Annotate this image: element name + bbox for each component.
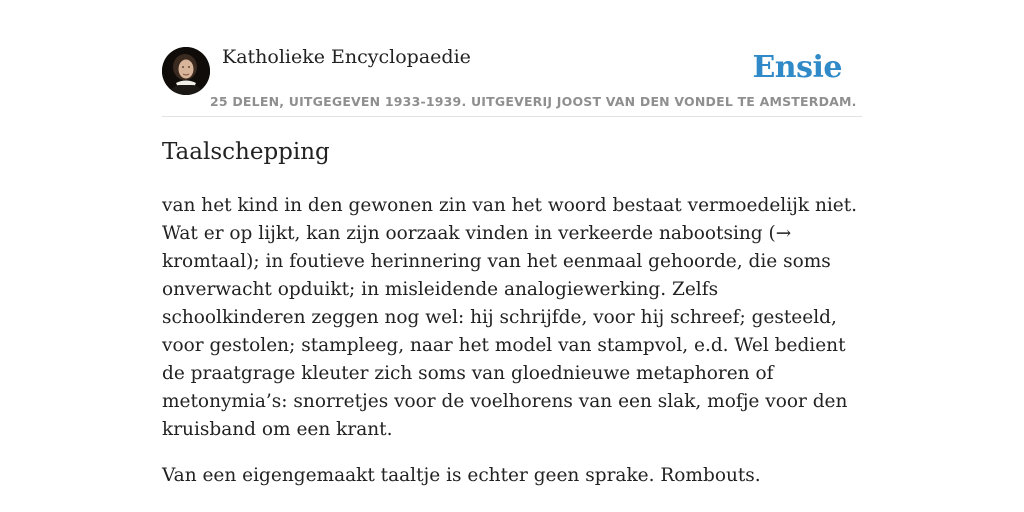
entry-paragraph xyxy=(162,192,866,444)
publication-header xyxy=(162,0,862,117)
paragraph-text: ); in foutieve herinnering van het eenmaal gehoorde, die soms onverwacht opduikt; in misleidende analogiewerking. Zelfs schoolkinderen zeggen nog wel: hij schrijfde, voor hij schreef; gesteeld, voor gestolen; stampleeg, naar het model van stampvol, e.d. Wel bedient de praatgrage kleuter zich soms van gloednieuwe metaphoren of metonymia’s: snorretjes voor de voelhorens van een slak, mofje voor den kruisband om een krant. xyxy=(162,251,848,440)
cross-reference-link-kromtaal[interactable]: → kromtaal xyxy=(162,223,792,272)
entry-body xyxy=(162,192,866,508)
paragraph-text: van het kind in den gewonen zin van het woord bestaat vermoedelijk niet. Wat er op lijkt, kan zijn oorzaak vinden in verkeerde nabootsing ( xyxy=(162,195,858,244)
entry-paragraph: Van een eigengemaakt taaltje is echter geen sprake. Rombouts. xyxy=(162,465,761,486)
portrait-icon[interactable] xyxy=(162,47,210,95)
publication-meta: 25 DELEN, UITGEGEVEN 1933-1939. UITGEVERIJ JOOST VAN DEN VONDEL TE AMSTERDAM. xyxy=(210,94,857,109)
publication-title[interactable]: Katholieke Encyclopaedie xyxy=(222,46,471,68)
page xyxy=(162,0,862,512)
ensie-logo-link[interactable]: Ensie xyxy=(752,50,842,85)
entry-title: Taalschepping xyxy=(162,139,330,165)
